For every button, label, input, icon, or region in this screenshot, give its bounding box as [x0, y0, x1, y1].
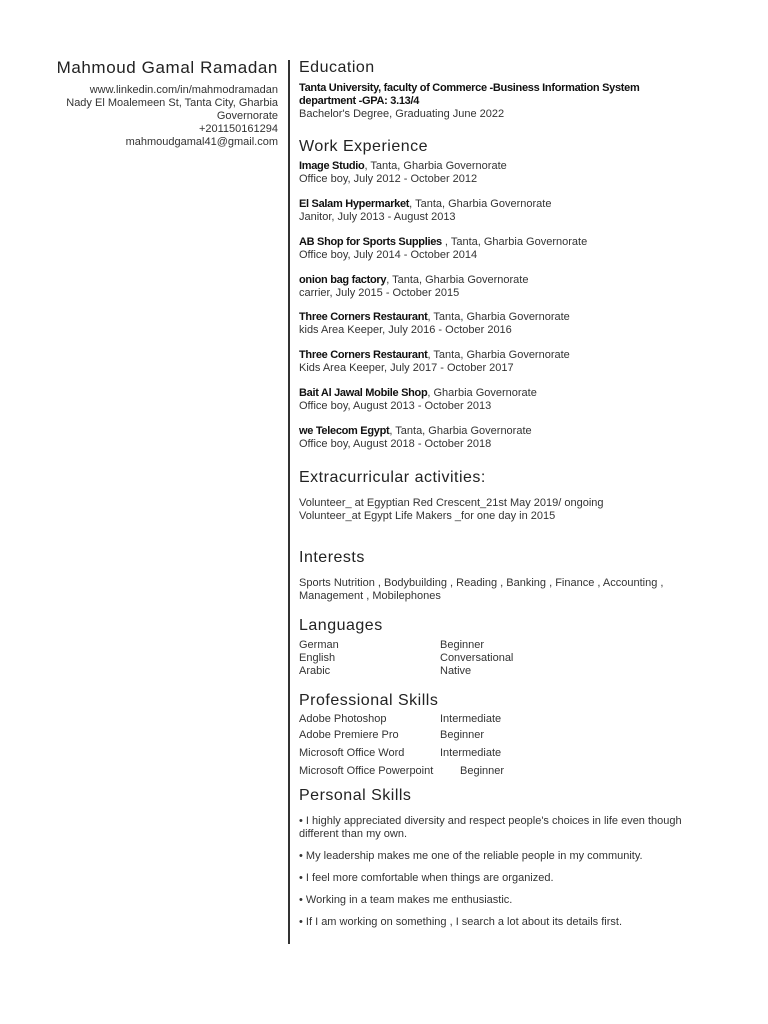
job-location: , Tanta, Gharbia Governorate — [409, 198, 552, 210]
education-degree: Bachelor's Degree, Graduating June 2022 — [299, 108, 505, 120]
job-company: Three Corners Restaurant — [299, 349, 428, 361]
job-company: Three Corners Restaurant — [299, 311, 428, 323]
job-location: , Tanta, Gharbia Governorate — [389, 425, 532, 437]
languages-heading: Languages — [299, 617, 383, 634]
skill-name: Adobe Premiere Pro — [299, 729, 399, 741]
interests-line: Management , Mobilephones — [299, 590, 441, 602]
email-address[interactable]: mahmoudgamal41@gmail.com — [125, 136, 278, 148]
candidate-name: Mahmoud Gamal Ramadan — [56, 58, 278, 77]
phone-number: +201150161294 — [198, 123, 278, 135]
job-role: Office boy, July 2014 - October 2014 — [299, 249, 478, 261]
work-experience-heading: Work Experience — [299, 138, 429, 155]
job-company: onion bag factory — [299, 274, 387, 286]
education-entry — [299, 82, 719, 121]
language-level: Conversational — [440, 652, 514, 664]
skill-row — [299, 729, 485, 741]
personal-skill-item: • If I am working on something , I search a lot about its details first. — [299, 916, 622, 928]
linkedin-link[interactable]: www.linkedin.com/in/mahmodramadan — [89, 84, 278, 96]
language-level: Native — [440, 665, 472, 677]
address-line: Nady El Moalemeen St, Tanta City, Gharbia — [66, 97, 278, 109]
skill-row — [299, 713, 502, 725]
extracurricular-item: Volunteer_ at Egyptian Red Crescent_21st May 2019/ ongoing — [299, 497, 604, 509]
job-company: Bait Al Jawal Mobile Shop — [299, 387, 428, 399]
contact-column — [40, 58, 278, 149]
education-school-cont: department -GPA: 3.13/4 — [299, 95, 420, 107]
skill-name: Microsoft Office Word — [299, 747, 405, 759]
language-name: English — [299, 652, 336, 664]
skill-row — [299, 747, 502, 759]
job-company: we Telecom Egypt — [299, 425, 390, 437]
language-row — [299, 665, 472, 677]
education-heading: Education — [299, 59, 375, 76]
education-school: Tanta University, faculty of Commerce -Business Information System — [299, 82, 640, 94]
language-row — [299, 639, 485, 651]
interests-line: Sports Nutrition , Bodybuilding , Reading , Banking , Finance , Accounting , — [299, 577, 664, 589]
interests-list — [299, 577, 719, 603]
job-entry — [299, 160, 719, 186]
job-role: Kids Area Keeper, July 2017 - October 2017 — [299, 362, 514, 374]
job-entry — [299, 311, 719, 337]
personal-skills-heading: Personal Skills — [299, 787, 412, 804]
job-role: Office boy, July 2012 - October 2012 — [299, 173, 478, 185]
job-company: Image Studio — [299, 160, 365, 172]
personal-skill-item: • Working in a team makes me enthusiastic. — [299, 894, 513, 906]
job-company: AB Shop for Sports Supplies — [299, 236, 442, 248]
job-location: , Tanta, Gharbia Governorate — [427, 311, 570, 323]
language-row — [299, 652, 514, 664]
extracurricular-heading: Extracurricular activities: — [299, 469, 486, 486]
job-role: carrier, July 2015 - October 2015 — [299, 287, 460, 299]
job-company: El Salam Hypermarket — [299, 198, 410, 210]
job-role: Janitor, July 2013 - August 2013 — [299, 211, 456, 223]
job-location: , Tanta, Gharbia Governorate — [427, 349, 570, 361]
personal-skill-item: • My leadership makes me one of the reliable people in my community. — [299, 850, 643, 862]
skill-level: Beginner — [460, 765, 505, 777]
job-entry — [299, 387, 719, 413]
skill-level: Beginner — [440, 729, 485, 741]
personal-skill-item: • I highly appreciated diversity and respect people's choices in life even though different than my own. — [299, 815, 682, 840]
skill-level: Intermediate — [440, 747, 502, 759]
address-line-2: Governorate — [216, 110, 278, 122]
job-location: , Tanta, Gharbia Governorate — [386, 274, 529, 286]
job-entry — [299, 274, 719, 300]
extracurricular-item: Volunteer_at Egypt Life Makers _for one day in 2015 — [299, 510, 556, 522]
job-role: Office boy, August 2013 - October 2013 — [299, 400, 492, 412]
job-role: Office boy, August 2018 - October 2018 — [299, 438, 492, 450]
skill-level: Intermediate — [440, 713, 502, 725]
personal-skill-item: • I feel more comfortable when things are organized. — [299, 872, 554, 884]
job-entry — [299, 349, 719, 375]
job-entry — [299, 236, 719, 262]
job-entry — [299, 425, 719, 451]
column-divider — [288, 60, 290, 944]
job-location: , Gharbia Governorate — [427, 387, 537, 399]
job-role: kids Area Keeper, July 2016 - October 2016 — [299, 324, 512, 336]
language-level: Beginner — [440, 639, 485, 651]
job-location: , Tanta, Gharbia Governorate — [441, 236, 588, 248]
language-name: German — [299, 639, 339, 651]
interests-heading: Interests — [299, 549, 365, 566]
job-entry — [299, 198, 719, 224]
language-name: Arabic — [299, 665, 331, 677]
professional-skills-heading: Professional Skills — [299, 692, 439, 709]
skill-row — [299, 765, 505, 777]
extracurricular-list — [299, 497, 719, 523]
skill-name: Microsoft Office Powerpoint — [299, 765, 434, 777]
skill-name: Adobe Photoshop — [299, 713, 387, 725]
job-location: , Tanta, Gharbia Governorate — [364, 160, 507, 172]
